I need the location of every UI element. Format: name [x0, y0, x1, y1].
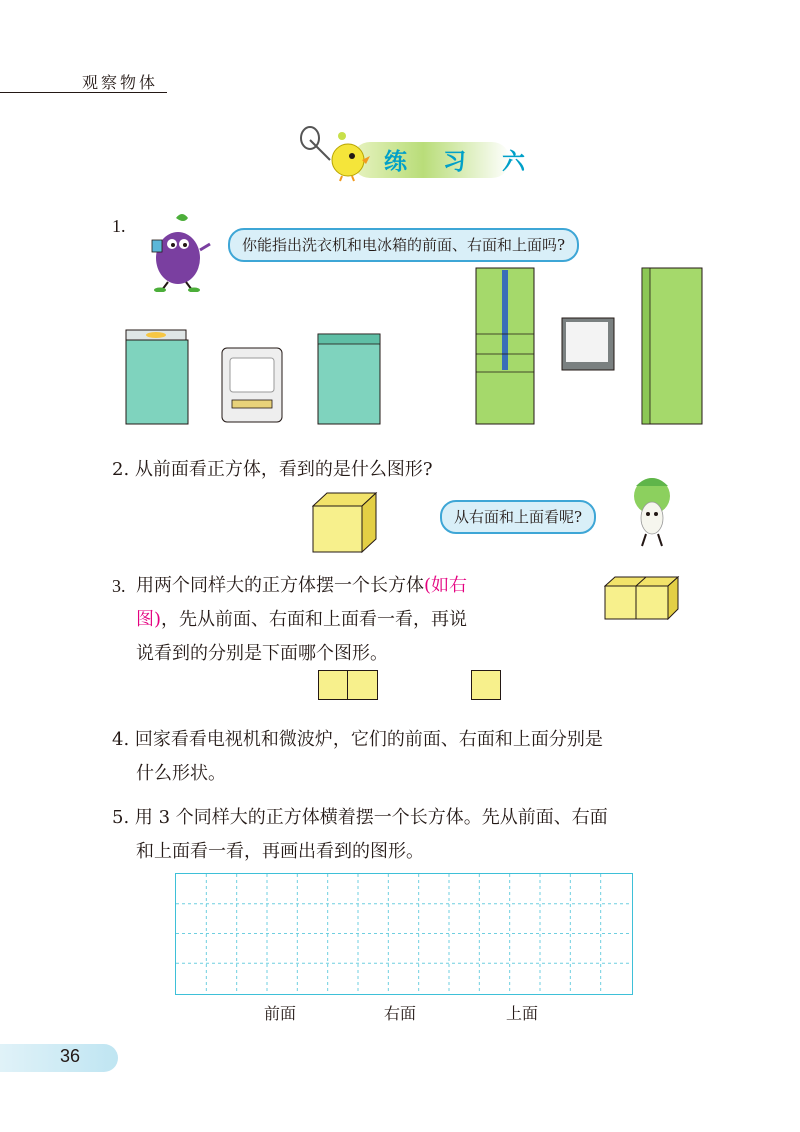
chick-mascot-icon [296, 126, 376, 182]
q1-number: 1. [112, 216, 126, 236]
page-number-tab [0, 1044, 118, 1072]
q2-text: 2. 从前面看正方体，看到的是什么图形? [112, 459, 433, 480]
q3-line1-ref: (如右 [424, 575, 468, 596]
section-header: 观察物体 [82, 73, 159, 92]
q2-speech-bubble: 从右面和上面看呢? [440, 500, 596, 534]
appliances-illustration [120, 262, 710, 428]
cabbage-mascot-icon [622, 474, 682, 552]
q1-speech-bubble: 你能指出洗衣机和电冰箱的前面、右面和上面吗? [228, 228, 579, 262]
q5-line1: 5. 用 3 个同样大的正方体横着摆一个长方体。先从前面、右面 [112, 807, 608, 828]
square-face [318, 670, 348, 700]
q3-line1 [136, 568, 467, 604]
shape-one-square [471, 670, 501, 700]
q3-line2-ref: 图) [136, 609, 162, 630]
q3-line2 [136, 602, 467, 638]
grid-lines [176, 874, 631, 993]
washer-front-icon [126, 330, 188, 424]
fridge-top-icon [562, 318, 614, 370]
q3-line1-text: 用两个同样大的正方体摆一个长方体 [136, 575, 424, 596]
page-number: 36 [60, 1046, 81, 1066]
q3-line3: 说看到的分别是下面哪个图形。 [136, 643, 388, 664]
drawing-grid[interactable] [175, 873, 633, 995]
square-face [348, 670, 378, 700]
two-cube-cuboid-icon [604, 576, 680, 620]
page-title: 练 习 六 [384, 149, 540, 175]
cube-icon [312, 492, 378, 554]
label-front: 前面 [264, 1004, 297, 1023]
fridge-front-icon [476, 268, 534, 424]
q4-line1: 4. 回家看看电视机和微波炉，它们的前面、右面和上面分别是 [112, 729, 603, 750]
q5-line2: 和上面看一看，再画出看到的图形。 [136, 841, 424, 862]
q4-line2: 什么形状。 [136, 763, 226, 784]
shape-two-squares [318, 670, 378, 700]
label-right: 右面 [384, 1004, 417, 1023]
label-top: 上面 [506, 1004, 539, 1023]
washer-top-icon [222, 348, 282, 422]
fridge-side-icon [642, 268, 702, 424]
q3-line2-text: ，先从前面、右面和上面看一看，再说 [161, 609, 468, 630]
washer-side-icon [318, 334, 380, 424]
q3-number: 3. [112, 576, 126, 596]
header-rule [0, 92, 167, 93]
